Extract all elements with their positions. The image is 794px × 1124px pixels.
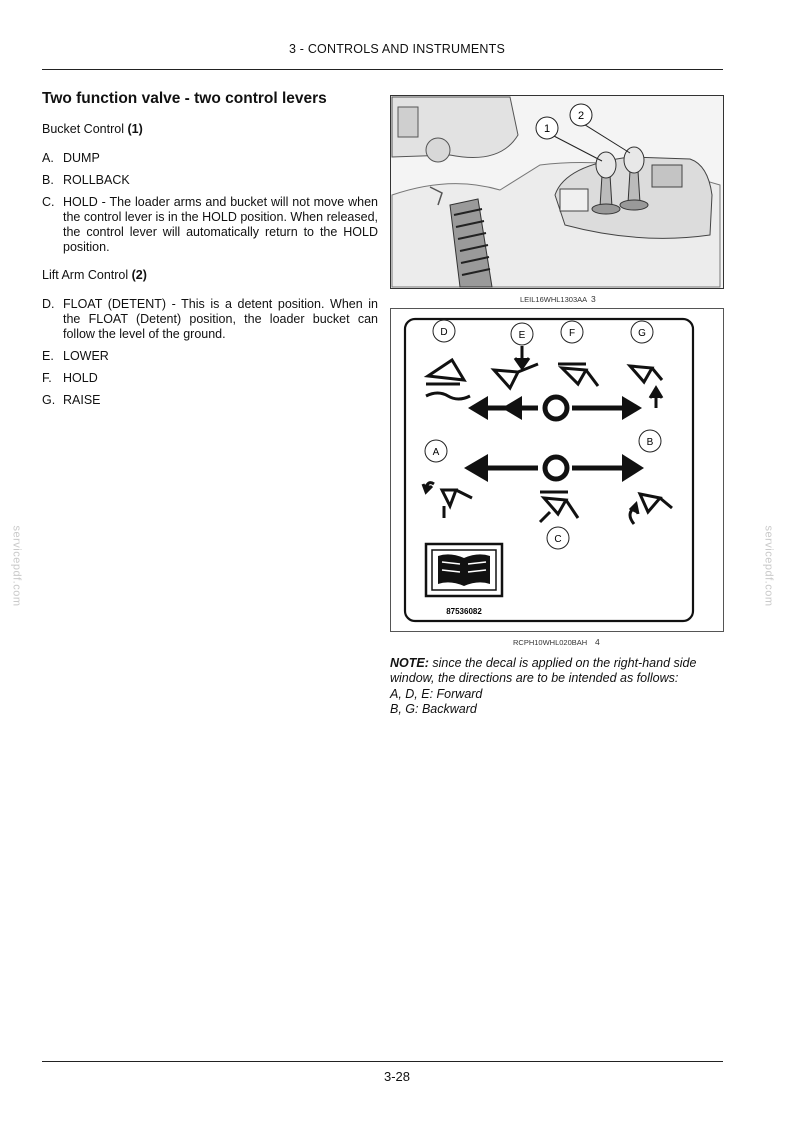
list-letter: G. bbox=[42, 393, 56, 407]
list-item bbox=[42, 195, 378, 255]
note-block bbox=[390, 656, 724, 717]
watermark-right: servicepdf.com bbox=[762, 525, 775, 607]
lift-control-ref: (2) bbox=[131, 268, 147, 282]
figure4-caption: RCPH10WHL020BAH bbox=[513, 638, 588, 647]
note-text: since the decal is applied on the right-hand side window, the directions are to be intended as follows: bbox=[390, 656, 697, 686]
figure4-number: 4 bbox=[595, 637, 600, 647]
decal-label-c: C bbox=[554, 534, 562, 545]
decal-part-number: 87536082 bbox=[446, 607, 482, 616]
header-rule bbox=[42, 69, 723, 70]
list-text: HOLD - The loader arms and bucket will not move when the control lever is in the HOLD position. When released, the control lever will automatically return to the HOLD position. bbox=[63, 195, 378, 254]
control-levers-photo bbox=[390, 95, 724, 289]
list-item bbox=[42, 173, 378, 188]
decal-label-b: B bbox=[646, 437, 654, 448]
list-item bbox=[42, 371, 378, 386]
note-line-backward: B, G: Backward bbox=[390, 701, 477, 716]
list-letter: D. bbox=[42, 297, 55, 311]
watermark-left: servicepdf.com bbox=[10, 525, 23, 607]
callout-1: 1 bbox=[543, 123, 551, 135]
decal-label-f: F bbox=[568, 328, 576, 339]
bucket-control-label: Bucket Control bbox=[42, 122, 128, 136]
page-number: 3-28 bbox=[383, 1069, 411, 1084]
list-text: FLOAT (DETENT) - This is a detent position. When in the FLOAT (Detent) position, the loader bucket can follow the level of the ground. bbox=[63, 297, 378, 341]
list-item bbox=[42, 297, 378, 342]
footer-rule bbox=[42, 1061, 723, 1062]
bucket-control-ref: (1) bbox=[127, 122, 143, 136]
lift-control-label: Lift Arm Control bbox=[42, 268, 132, 282]
list-letter: F. bbox=[42, 371, 52, 385]
callout-2: 2 bbox=[577, 110, 585, 122]
section-title: Two function valve - two control levers bbox=[42, 90, 327, 107]
list-letter: B. bbox=[42, 173, 54, 187]
list-text: DUMP bbox=[63, 151, 100, 165]
control-decal-figure bbox=[390, 308, 724, 632]
decal-label-g: G bbox=[638, 328, 646, 339]
list-letter: E. bbox=[42, 349, 54, 363]
bucket-control-list bbox=[42, 151, 378, 262]
list-text: LOWER bbox=[63, 349, 109, 363]
decal-label-a: A bbox=[432, 447, 440, 458]
operator-manual-icon bbox=[426, 544, 502, 596]
list-letter: C. bbox=[42, 195, 55, 209]
list-letter: A. bbox=[42, 151, 54, 165]
note-line-forward: A, D, E: Forward bbox=[390, 686, 483, 701]
list-text: HOLD bbox=[63, 371, 98, 385]
figure3-number: 3 bbox=[591, 294, 596, 304]
page-header: 3 - CONTROLS AND INSTRUMENTS bbox=[288, 42, 506, 56]
decal-label-e: E bbox=[518, 330, 526, 341]
list-item bbox=[42, 393, 378, 408]
list-item bbox=[42, 151, 378, 166]
note-label: NOTE: bbox=[390, 656, 429, 670]
list-text: RAISE bbox=[63, 393, 101, 407]
figure3-caption: LEIL16WHL1303AA bbox=[520, 295, 588, 304]
lift-control-heading bbox=[42, 268, 147, 282]
bucket-control-heading bbox=[42, 122, 143, 136]
list-text: ROLLBACK bbox=[63, 173, 130, 187]
decal-label-d: D bbox=[440, 327, 448, 338]
lift-control-list bbox=[42, 297, 378, 415]
list-item bbox=[42, 349, 378, 364]
